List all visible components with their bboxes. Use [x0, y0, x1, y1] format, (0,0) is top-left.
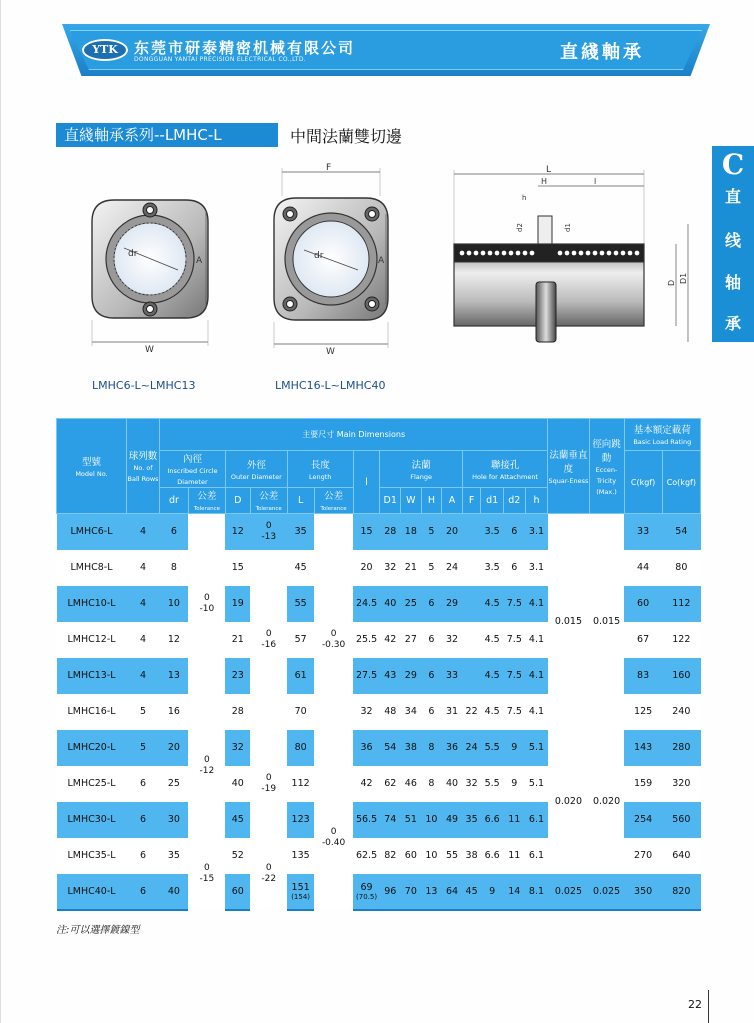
cell-H: 6: [421, 658, 442, 694]
th-d1: d1: [481, 488, 504, 514]
cell-C: 143: [624, 730, 662, 766]
cell-Co: 54: [662, 514, 700, 550]
cell-A: 40: [442, 766, 463, 802]
th-tol-en: Tolerance: [193, 506, 221, 512]
table-row: [57, 874, 701, 910]
cell-d1: 9: [481, 874, 504, 910]
cell-L: 151 (154): [287, 874, 314, 910]
th-hole: [462, 451, 548, 488]
cell-model: LMHC20-L: [57, 730, 127, 766]
cell-W: 21: [401, 550, 422, 586]
cell-H: 6: [421, 622, 442, 658]
cell-L-tol: 0 -0.30: [314, 514, 353, 766]
cell-model: LMHC25-L: [57, 766, 127, 802]
cell-d2: 6: [504, 514, 526, 550]
cell-rows: 4: [127, 550, 160, 586]
th-flange-cn: 法蘭: [411, 459, 431, 471]
cell-dr: 13: [160, 658, 189, 694]
cell-d2: 11: [504, 802, 526, 838]
cell-dr: 40: [160, 874, 189, 910]
cell-C: 270: [624, 838, 662, 874]
cell-D: 15: [225, 550, 250, 586]
cell-dr-tol: 0 -15: [188, 838, 225, 910]
cell-dr: 25: [160, 766, 189, 802]
th-dr: dr: [160, 488, 189, 514]
cell-L: 45: [287, 550, 314, 586]
cell-Co: 320: [662, 766, 700, 802]
cell-rows: 5: [127, 694, 160, 730]
th-hole-en: Hole for Attachment: [472, 472, 538, 481]
cell-A: 31: [442, 694, 463, 730]
th-main-dimensions: [160, 419, 548, 451]
side-char: 承: [724, 314, 741, 333]
th-squareness: [548, 419, 589, 514]
cell-D: 28: [225, 694, 250, 730]
cell-H: 6: [421, 586, 442, 622]
cell-squareness: 0.020: [548, 730, 589, 874]
cell-A: 49: [442, 802, 463, 838]
cell-D-tol: 0 -16: [250, 550, 287, 730]
cell-F: [462, 658, 481, 694]
th-l: l: [353, 451, 380, 514]
cell-L: 112: [287, 766, 314, 802]
cell-D-tol: 0 -13: [250, 514, 287, 550]
cell-rows: 6: [127, 802, 160, 838]
dim-A: A: [196, 256, 203, 266]
flange-drawing-small: [84, 178, 216, 356]
cell-D: 12: [225, 514, 250, 550]
bearing-side-section: [448, 160, 704, 350]
th-outer-cn: 外徑: [246, 459, 266, 471]
cell-dr-tol: 0 -12: [188, 694, 225, 838]
dim-d2: d2: [516, 223, 524, 232]
cell-D: 23: [225, 658, 250, 694]
cell-l: 36: [353, 730, 380, 766]
th-ecc-cn: 徑向跳動: [592, 438, 621, 464]
th-A: A: [442, 488, 463, 514]
cell-Co: 80: [662, 550, 700, 586]
cell-rows: 4: [127, 586, 160, 622]
th-Co: Co(kgf): [662, 451, 700, 514]
cell-W: 51: [401, 802, 422, 838]
cell-L: 57: [287, 622, 314, 658]
cell-H: 13: [421, 874, 442, 910]
cell-H: 8: [421, 766, 442, 802]
section-title: 直綫軸承系列--LMHC-L: [56, 123, 278, 147]
flange-drawing-large: [266, 160, 396, 356]
th-tol-cn: 公差: [197, 491, 217, 502]
th-outer-en: Outer Diameter: [230, 472, 282, 481]
th-F: F: [462, 488, 481, 514]
cell-W: 38: [401, 730, 422, 766]
th-H: H: [421, 488, 442, 514]
cell-d1: 3.5: [481, 514, 504, 550]
th-outer: [225, 451, 287, 488]
cell-F: 35: [462, 802, 481, 838]
cell-A: 24: [442, 550, 463, 586]
cell-A: 29: [442, 586, 463, 622]
cell-C: 60: [624, 586, 662, 622]
th-tol-cn: 公差: [324, 491, 344, 502]
cell-L: 35: [287, 514, 314, 550]
th-rows-cn: 球列數: [128, 451, 158, 462]
cell-F: [462, 622, 481, 658]
cell-C: 254: [624, 802, 662, 838]
cell-A: 20: [442, 514, 463, 550]
cell-d2: 7.5: [504, 586, 526, 622]
cell-dr: 30: [160, 802, 189, 838]
cell-dr: 10: [160, 586, 189, 622]
th-dr-tol: [188, 488, 225, 514]
cell-W: 18: [401, 514, 422, 550]
cell-h: 5.1: [525, 730, 548, 766]
cell-d1: 4.5: [481, 694, 504, 730]
dim-l: l: [594, 177, 597, 186]
cell-D-tol: 0 -19: [250, 730, 287, 838]
cell-l: 69 (70.5): [353, 874, 380, 910]
cell-L: 135: [287, 838, 314, 874]
cell-H: 10: [421, 838, 442, 874]
cell-h: 4.1: [525, 694, 548, 730]
cell-d2: 9: [504, 766, 526, 802]
cell-model: LMHC10-L: [57, 586, 127, 622]
cell-D1: 54: [380, 730, 401, 766]
cell-l: 56.5: [353, 802, 380, 838]
cell-d2: 7.5: [504, 694, 526, 730]
th-W: W: [401, 488, 422, 514]
cell-D: 32: [225, 730, 250, 766]
cell-Co: 122: [662, 622, 700, 658]
footnote: 注:可以選擇鍍鎳型: [56, 925, 140, 936]
cell-A: 36: [442, 730, 463, 766]
company-logo: YTK: [82, 39, 128, 61]
cell-d1: 6.6: [481, 802, 504, 838]
cell-D: 40: [225, 766, 250, 802]
th-inner-cn: 內徑: [182, 454, 202, 465]
header-title: 直綫軸承: [560, 42, 644, 63]
cell-F: 24: [462, 730, 481, 766]
section-subtitle: 中間法蘭雙切邊: [290, 127, 403, 146]
cell-l: 42: [353, 766, 380, 802]
side-chapter-letter: C: [721, 148, 745, 181]
cell-C: 350: [624, 874, 662, 910]
cell-l: 32: [353, 694, 380, 730]
th-model-en: Model No.: [75, 469, 108, 478]
th-load-cn: 基本額定載荷: [633, 425, 691, 436]
cell-l: 62.5: [353, 838, 380, 874]
cell-C: 44: [624, 550, 662, 586]
th-sq-cn: 法蘭垂直度: [549, 449, 588, 475]
cell-D1: 28: [380, 514, 401, 550]
cell-A: 64: [442, 874, 463, 910]
cell-model: LMHC30-L: [57, 802, 127, 838]
th-model-cn: 型號: [82, 456, 102, 468]
figure-caption-small: LMHC6-L~LMHC13: [92, 379, 196, 392]
th-rows-en: No. of Ball Rows: [127, 464, 159, 483]
page-number: 22: [688, 998, 702, 1011]
cell-h: 8.1: [525, 874, 548, 910]
cell-l: 25.5: [353, 622, 380, 658]
th-tol-cn: 公差: [259, 491, 279, 502]
dim-W: W: [326, 347, 335, 356]
cell-model: LMHC8-L: [57, 550, 127, 586]
cell-H: 5: [421, 514, 442, 550]
th-ecc-en: Eccen-Tricity (Max.): [595, 465, 618, 496]
cell-H: 6: [421, 694, 442, 730]
th-model: [57, 419, 127, 514]
th-load: [624, 419, 700, 451]
cell-H: 5: [421, 550, 442, 586]
cell-W: 60: [401, 838, 422, 874]
dim-H: H: [541, 177, 548, 186]
cell-d2: 11: [504, 838, 526, 874]
th-length-en: Length: [308, 472, 332, 481]
th-load-en: Basic Load Rating: [633, 438, 692, 446]
cell-dr: 16: [160, 694, 189, 730]
cell-D1: 82: [380, 838, 401, 874]
cell-W: 25: [401, 586, 422, 622]
cell-D1: 74: [380, 802, 401, 838]
cell-rows: 6: [127, 838, 160, 874]
cell-Co: 560: [662, 802, 700, 838]
cell-squareness: 0.015: [548, 514, 589, 730]
cell-Co: 240: [662, 694, 700, 730]
cell-D: 45: [225, 802, 250, 838]
cell-C: 33: [624, 514, 662, 550]
th-hole-cn: 聯接孔: [490, 459, 520, 471]
dim-h: h: [522, 194, 527, 202]
dim-L: L: [546, 165, 552, 175]
cell-W: 34: [401, 694, 422, 730]
cell-l: 15: [353, 514, 380, 550]
page-edge-line: [0, 0, 1, 1023]
cell-D1: 42: [380, 622, 401, 658]
cell-eccentricity: 0.025: [589, 874, 624, 910]
dim-D1: D1: [679, 272, 688, 284]
cell-h: 6.1: [525, 838, 548, 874]
table-row: [57, 514, 701, 550]
th-tol-en: Tolerance: [255, 506, 282, 512]
cell-L: 123: [287, 802, 314, 838]
cell-W: 46: [401, 766, 422, 802]
cell-model: LMHC6-L: [57, 514, 127, 550]
cell-Co: 640: [662, 838, 700, 874]
page-number-rule: [708, 990, 709, 1023]
cell-C: 125: [624, 694, 662, 730]
dim-d1: d1: [564, 223, 572, 232]
cell-W: 29: [401, 658, 422, 694]
spec-table: [56, 418, 701, 911]
cell-d1: 6.6: [481, 838, 504, 874]
th-L-tol: [314, 488, 353, 514]
company-name-cn: 东莞市研泰精密机械有限公司: [134, 39, 356, 57]
cell-rows: 4: [127, 622, 160, 658]
cell-h: 4.1: [525, 622, 548, 658]
cell-L: 55: [287, 586, 314, 622]
table-row: [57, 730, 701, 766]
cell-D-tol: 0 -22: [250, 838, 287, 910]
th-inner: [160, 451, 226, 488]
cell-rows: 6: [127, 874, 160, 910]
cell-l: 27.5: [353, 658, 380, 694]
cell-d1: 5.5: [481, 730, 504, 766]
th-length-cn: 長度: [310, 459, 330, 471]
th-sq-en: Squar-Eness: [548, 476, 589, 485]
cell-dr: 12: [160, 622, 189, 658]
cell-dr-tol: 0 -10: [188, 514, 225, 694]
th-inner-en: Inscribed Circle Diameter: [167, 467, 218, 486]
cell-D: 19: [225, 586, 250, 622]
cell-D: 52: [225, 838, 250, 874]
cell-F: 32: [462, 766, 481, 802]
bore: [293, 221, 369, 297]
cell-W: 70: [401, 874, 422, 910]
cell-D: 21: [225, 622, 250, 658]
cell-d1: 3.5: [481, 550, 504, 586]
cell-F: 45: [462, 874, 481, 910]
cell-Co: 112: [662, 586, 700, 622]
cell-C: 83: [624, 658, 662, 694]
cell-model: LMHC16-L: [57, 694, 127, 730]
cell-d1: 5.5: [481, 766, 504, 802]
cell-Co: 160: [662, 658, 700, 694]
cell-D1: 32: [380, 550, 401, 586]
cell-d2: 6: [504, 550, 526, 586]
cell-D1: 96: [380, 874, 401, 910]
th-eccentricity: [589, 419, 624, 514]
cell-model: LMHC12-L: [57, 622, 127, 658]
cell-D1: 40: [380, 586, 401, 622]
th-length: [287, 451, 353, 488]
th-d2: d2: [504, 488, 526, 514]
cell-h: 3.1: [525, 550, 548, 586]
cell-h: 3.1: [525, 514, 548, 550]
side-char: 直: [724, 187, 741, 206]
attachment-hole: [538, 216, 552, 246]
cell-h: 4.1: [525, 658, 548, 694]
dim-F: F: [326, 163, 332, 173]
th-main-dim-text: 主要尺寸 Main Dimensions: [302, 430, 406, 439]
cell-rows: 6: [127, 766, 160, 802]
th-C: C(kgf): [624, 451, 662, 514]
cell-eccentricity: 0.015: [589, 514, 624, 730]
cell-dr: 35: [160, 838, 189, 874]
th-D: D: [225, 488, 250, 514]
dim-A: A: [378, 256, 385, 266]
th-rows: [127, 419, 160, 514]
cell-d2: 9: [504, 730, 526, 766]
cell-dr: 8: [160, 550, 189, 586]
cell-d2: 7.5: [504, 622, 526, 658]
cell-W: 27: [401, 622, 422, 658]
cell-eccentricity: 0.020: [589, 730, 624, 874]
cell-h: 6.1: [525, 802, 548, 838]
cell-Co: 820: [662, 874, 700, 910]
cell-h: 4.1: [525, 586, 548, 622]
cell-l: 20: [353, 550, 380, 586]
cell-F: 38: [462, 838, 481, 874]
flange-side: [536, 282, 556, 342]
cell-F: 22: [462, 694, 481, 730]
dim-D: D: [667, 279, 676, 286]
cell-D: 60: [225, 874, 250, 910]
cell-d1: 4.5: [481, 586, 504, 622]
cell-model: LMHC35-L: [57, 838, 127, 874]
dim-dr: dr: [128, 249, 138, 259]
cell-A: 55: [442, 838, 463, 874]
th-D1: D1: [380, 488, 401, 514]
cell-rows: 5: [127, 730, 160, 766]
dim-dr: dr: [314, 251, 324, 261]
cell-d2: 14: [504, 874, 526, 910]
cell-h: 5.1: [525, 766, 548, 802]
cell-F: [462, 514, 481, 550]
cell-L-tol: 0 -0.40: [314, 766, 353, 910]
side-char: 轴: [724, 273, 741, 292]
cell-F: [462, 550, 481, 586]
cell-model: LMHC40-L: [57, 874, 127, 910]
cell-A: 33: [442, 658, 463, 694]
cell-H: 8: [421, 730, 442, 766]
th-flange-en: Flange: [410, 472, 433, 481]
side-char: 线: [724, 231, 741, 250]
cell-model: LMHC13-L: [57, 658, 127, 694]
cell-A: 32: [442, 622, 463, 658]
cell-C: 67: [624, 622, 662, 658]
cell-l: 24.5: [353, 586, 380, 622]
cell-dr: 6: [160, 514, 189, 550]
th-tol-en: Tolerance: [320, 506, 347, 512]
dim-W: W: [145, 345, 154, 355]
cell-D1: 48: [380, 694, 401, 730]
cell-L: 80: [287, 730, 314, 766]
cell-H: 10: [421, 802, 442, 838]
cell-d2: 7.5: [504, 658, 526, 694]
th-D-tol: [250, 488, 287, 514]
cell-d1: 4.5: [481, 658, 504, 694]
cell-d1: 4.5: [481, 622, 504, 658]
company-name-en: DONGGUAN YANTAI PRECISION ELECTRICAL CO.,LTD.: [134, 56, 306, 63]
cell-D1: 62: [380, 766, 401, 802]
cell-dr: 20: [160, 730, 189, 766]
cell-rows: 4: [127, 658, 160, 694]
th-L: L: [287, 488, 314, 514]
cell-Co: 280: [662, 730, 700, 766]
cell-L: 70: [287, 694, 314, 730]
cell-C: 159: [624, 766, 662, 802]
figure-caption-large: LMHC16-L~LMHC40: [275, 379, 386, 392]
cell-F: [462, 586, 481, 622]
cell-squareness: 0.025: [548, 874, 589, 910]
cell-D1: 43: [380, 658, 401, 694]
cell-L: 61: [287, 658, 314, 694]
th-h: h: [525, 488, 548, 514]
cell-rows: 4: [127, 514, 160, 550]
th-flange: [380, 451, 462, 488]
